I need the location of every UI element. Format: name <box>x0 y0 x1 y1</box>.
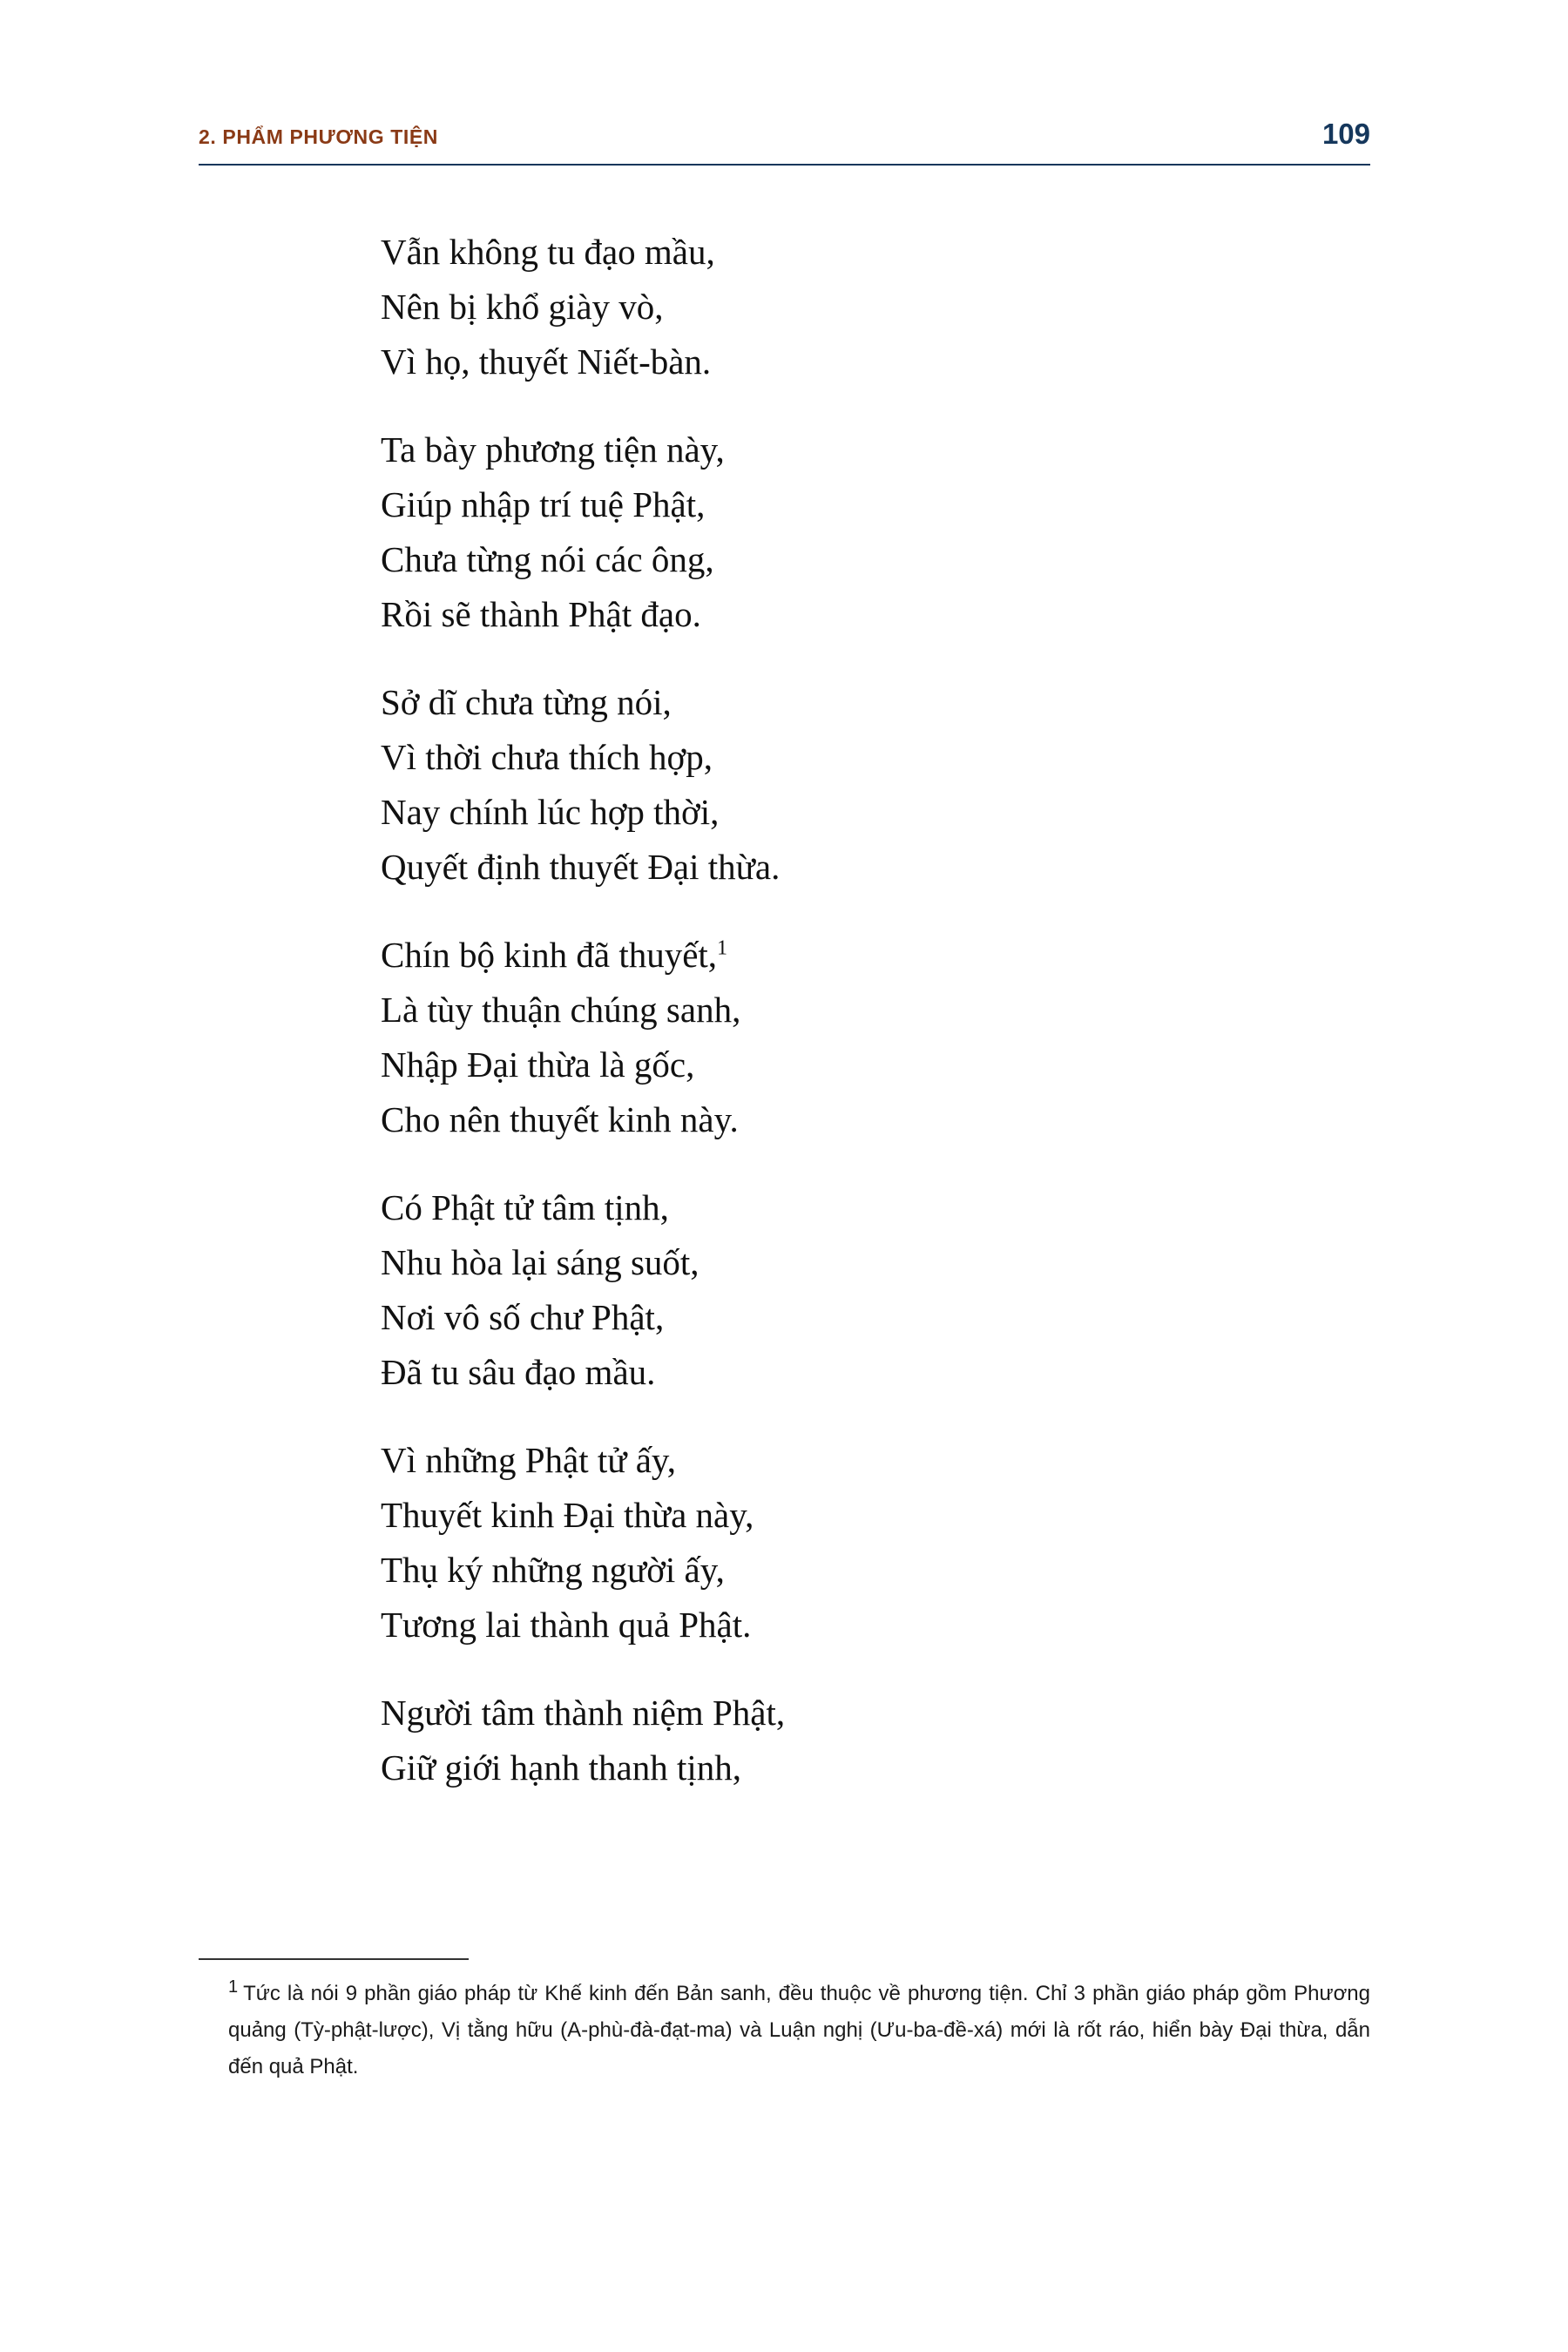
footnote-text: Tức là nói 9 phần giáo pháp từ Khế kinh đến Bản sanh, đều thuộc về phương tiện. Chỉ 3 phần giáo pháp gồm Phương quảng (Tỳ-phật-lược), Vị tằng hữu (A-phù-đà-đạt-ma) và Luận nghị (Ưu-ba-đề-xá) mới là rốt ráo, hiển bày Đại thừa, dẫn đến quả Phật. <box>228 1982 1370 2078</box>
stanza <box>381 1686 1252 1795</box>
verse-line: Giúp nhập trí tuệ Phật, <box>381 484 706 524</box>
stanza <box>381 225 1252 389</box>
verse-line: Người tâm thành niệm Phật, <box>381 1693 786 1733</box>
stanza <box>381 422 1252 642</box>
running-head <box>199 118 1370 151</box>
footnote-marker: 1 <box>228 1977 239 1997</box>
verse-line: Đã tu sâu đạo mầu. <box>381 1352 656 1392</box>
footnote-reference[interactable]: 1 <box>717 936 727 960</box>
stanza <box>381 1180 1252 1400</box>
footnote-divider <box>199 1958 469 1960</box>
verse-line: Cho nên thuyết kinh này. <box>381 1099 739 1139</box>
verse-line: Ta bày phương tiện này, <box>381 429 725 470</box>
verse-line: Quyết định thuyết Đại thừa. <box>381 847 781 887</box>
verse-line-with-footnote <box>381 928 1252 983</box>
verse-line: Sở dĩ chưa từng nói, <box>381 682 672 722</box>
stanza <box>381 675 1252 895</box>
verse-line: Rồi sẽ thành Phật đạo. <box>381 594 701 634</box>
verse-body <box>381 225 1252 1795</box>
verse-line: Nhu hòa lại sáng suốt, <box>381 1242 700 1282</box>
verse-line: Thuyết kinh Đại thừa này, <box>381 1495 754 1535</box>
verse-line: Vì họ, thuyết Niết-bàn. <box>381 341 712 382</box>
verse-line-text: Chín bộ kinh đã thuyết, <box>381 935 718 975</box>
footnote <box>199 1976 1370 2085</box>
verse-line: Nơi vô số chư Phật, <box>381 1297 665 1337</box>
verse-line: Nhập Đại thừa là gốc, <box>381 1044 695 1085</box>
verse-line: Vì thời chưa thích hợp, <box>381 737 713 777</box>
header-divider <box>199 164 1370 166</box>
verse-line: Tương lai thành quả Phật. <box>381 1605 752 1645</box>
verse-line: Vẫn không tu đạo mầu, <box>381 232 715 272</box>
verse-line: Nên bị khổ giày vò, <box>381 287 664 327</box>
page-number: 109 <box>1321 118 1370 150</box>
stanza <box>381 1433 1252 1652</box>
verse-line: Là tùy thuận chúng sanh, <box>381 990 741 1030</box>
verse-line: Có Phật tử tâm tịnh, <box>381 1187 669 1227</box>
verse-line: Thụ ký những người ấy, <box>381 1550 725 1590</box>
stanza <box>381 928 1252 1147</box>
chapter-title: 2. PHẨM PHƯƠNG TIỆN <box>199 125 439 148</box>
verse-line: Nay chính lúc hợp thời, <box>381 792 720 832</box>
verse-line: Vì những Phật tử ấy, <box>381 1440 677 1480</box>
verse-line: Chưa từng nói các ông, <box>381 539 714 579</box>
verse-line: Giữ giới hạnh thanh tịnh, <box>381 1747 742 1788</box>
